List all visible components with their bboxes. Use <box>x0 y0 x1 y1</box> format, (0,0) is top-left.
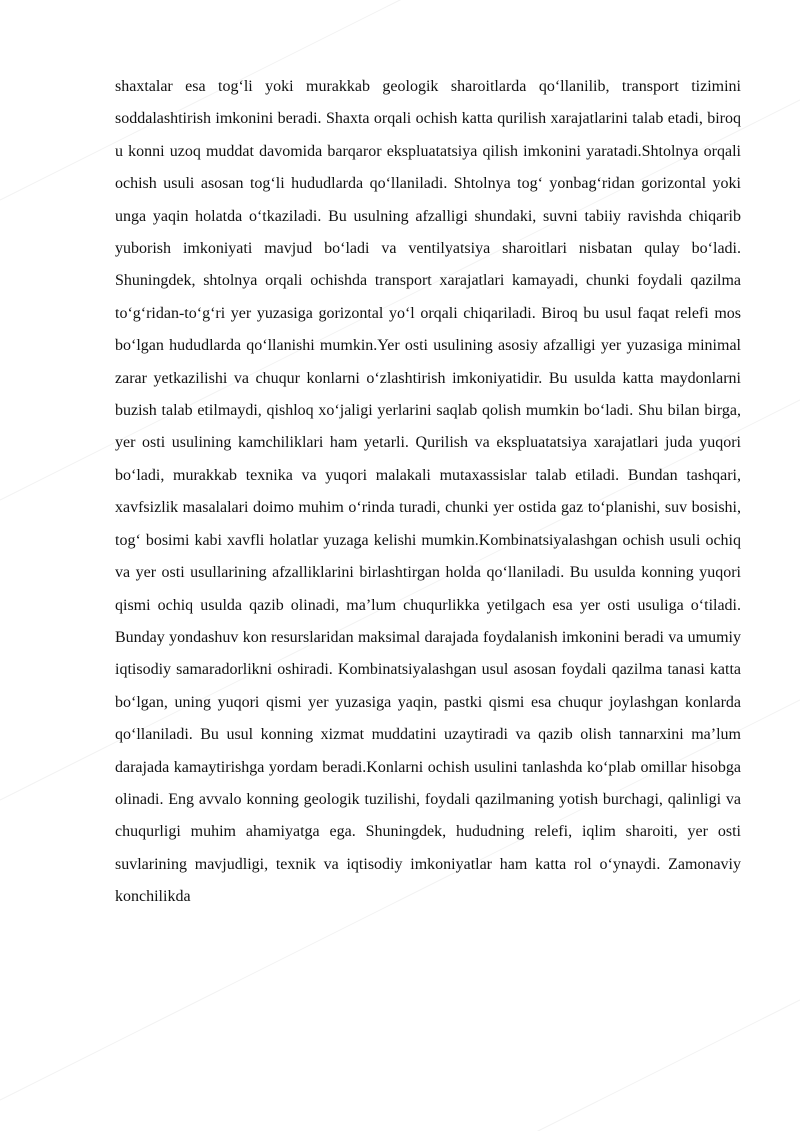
body-paragraph: shaxtalar esa tog‘li yoki murakkab geologik sharoitlarda qo‘llanilib, transport tizimini soddalashtirish imkonini beradi. Shaxta orqali ochish katta qurilish xarajatlarini talab etadi, biroq u konni uzoq muddat davomida barqaror ekspluatatsiya qilish imkonini yaratadi.Shtolnya orqali ochish usuli asosan tog‘li hududlarda qo‘llaniladi. Shtolnya tog‘ yonbag‘ridan gorizontal yoki unga yaqin holatda o‘tkaziladi. Bu usulning afzalligi shundaki, suvni tabiiy ravishda chiqarib yuborish imkoniyati mavjud bo‘ladi va ventilyatsiya sharoitlari nisbatan qulay bo‘ladi. Shuningdek, shtolnya orqali ochishda transport xarajatlari kamayadi, chunki foydali qazilma to‘g‘ridan-to‘g‘ri yer yuzasiga gorizontal yo‘l orqali chiqariladi. Biroq bu usul faqat relefi mos bo‘lgan hududlarda qo‘llanishi mumkin.Yer osti usulining asosiy afzalligi yer yuzasiga minimal zarar yetkazilishi va chuqur konlarni o‘zlashtirish imkoniyatidir. Bu usulda katta maydonlarni buzish talab etilmaydi, qishloq xo‘jaligi yerlarini saqlab qolish mumkin bo‘ladi. Shu bilan birga, yer osti usulining kamchiliklari ham yetarli. Qurilish va ekspluatatsiya xarajatlari juda yuqori bo‘ladi, murakkab texnika va yuqori malakali mutaxassislar talab etiladi. Bundan tashqari, xavfsizlik masalalari doimo muhim o‘rinda turadi, chunki yer ostida gaz to‘planishi, suv bosishi, tog‘ bosimi kabi xavfli holatlar yuzaga kelishi mumkin.Kombinatsiyalashgan ochish usuli ochiq va yer osti usullarining afzalliklarini birlashtirgan holda qo‘llaniladi. Bu usulda konning yuqori qismi ochiq usulda qazib olinadi, ma’lum chuqurlikka yetilgach esa yer osti usuliga o‘tiladi. Bunday yondashuv kon resurslaridan maksimal darajada foydalanish imkonini beradi va umumiy iqtisodiy samaradorlikni oshiradi. Kombinatsiyalashgan usul asosan foydali qazilma tanasi katta bo‘lgan, uning yuqori qismi yer yuzasiga yaqin, pastki qismi esa chuqur joylashgan konlarda qo‘llaniladi. Bu usul konning xizmat muddatini uzaytiradi va qazib olish tannarxini ma’lum darajada kamaytirishga yordam beradi.Konlarni ochish usulini tanlashda ko‘plab omillar hisobga olinadi. Eng avvalo konning geologik tuzilishi, foydali qazilmaning yotish burchagi, qalinligi va chuqurligi muhim ahamiyatga ega. Shuningdek, hududning relefi, iqlim sharoiti, yer osti suvlarining mavjudligi, texnik va iqtisodiy imkoniyatlar ham katta rol o‘ynaydi. Zamonaviy konchilikda <box>115 78 741 906</box>
document-page <box>115 71 741 914</box>
